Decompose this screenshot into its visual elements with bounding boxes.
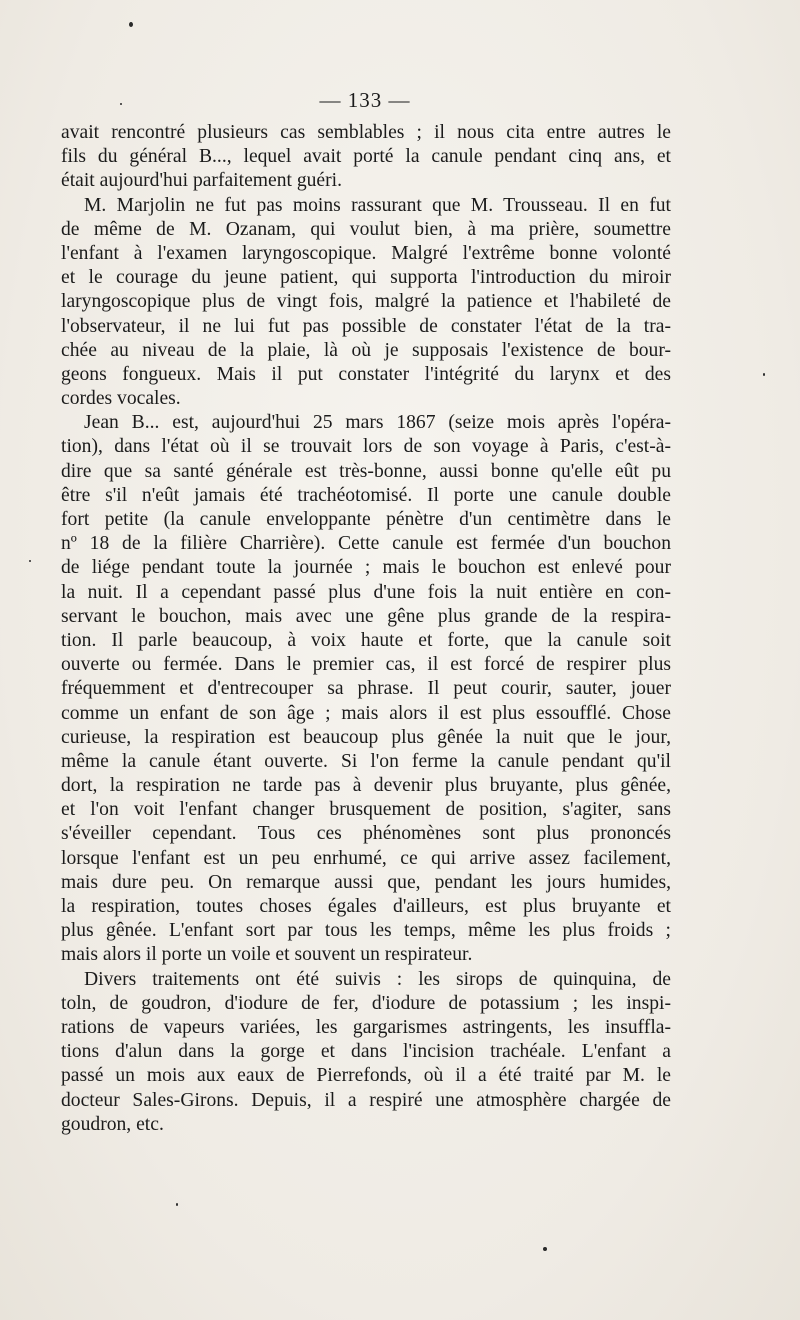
text-line: comme un enfant de son âge ; mais alors il est plus essoufflé. Chose [61, 702, 671, 724]
ink-speck [176, 1203, 178, 1206]
paragraph-first-line: Divers traitements ont été suivis : les sirops de quinquina, de [84, 968, 671, 990]
text-line: ouverte ou fermée. Dans le premier cas, il est forcé de respirer plus [61, 654, 671, 676]
text-line: de même de M. Ozanam, qui voulut bien, à ma prière, soumettre [61, 218, 671, 240]
text-line: laryngoscopique plus de vingt fois, malgré la patience et l'habileté de [61, 291, 671, 313]
text-line: tion), dans l'état où il se trouvait lors de son voyage à Paris, c'est-à- [61, 436, 671, 458]
text-line: même la canule étant ouverte. Si l'on ferme la canule pendant qu'il [61, 750, 671, 772]
text-line: fils du général B..., lequel avait porté la canule pendant cinq ans, et [61, 146, 671, 168]
text-line: mais alors il porte un voile et souvent un respirateur. [61, 944, 473, 966]
text-line: geons fongueux. Mais il put constater l'intégrité du larynx et des [61, 363, 671, 385]
text-line: rations de vapeurs variées, les gargarismes astringents, les insuffla- [61, 1016, 671, 1038]
text-line: tions d'alun dans la gorge et dans l'incision trachéale. L'enfant a [61, 1041, 671, 1063]
text-line: et le courage du jeune patient, qui supporta l'introduction du miroir [61, 267, 671, 289]
text-line: être s'il n'eût jamais été trachéotomisé. Il porte une canule double [61, 484, 671, 506]
ink-speck [120, 103, 122, 105]
text-line: passé un mois aux eaux de Pierrefonds, où il a été traité par M. le [61, 1065, 671, 1087]
text-line: la respiration, toutes choses égales d'ailleurs, est plus bruyante et [61, 896, 671, 917]
page-number: — 133 — [319, 88, 411, 112]
ink-speck [763, 373, 765, 376]
text-line: fort petite (la canule enveloppante pénètre d'un centimètre dans le [61, 509, 671, 530]
ink-speck [129, 22, 133, 27]
text-line: avait rencontré plusieurs cas semblables ; il nous cita entre autres le [61, 122, 671, 143]
text-line: l'observateur, il ne lui fut pas possible de constater l'état de la tra- [61, 315, 671, 337]
text-line: curieuse, la respiration est beaucoup plus gênée la nuit que le jour, [61, 726, 671, 748]
text-line: servant le bouchon, mais avec une gêne plus grande de la respira- [61, 605, 671, 627]
text-line: était aujourd'hui parfaitement guéri. [61, 170, 342, 192]
ink-speck [29, 560, 31, 562]
text-line: mais dure peu. On remarque aussi que, pendant les jours humides, [61, 871, 671, 893]
text-line: chée au niveau de la plaie, là où je supposais l'existence de bour- [61, 339, 671, 361]
text-line: de liége pendant toute la journée ; mais le bouchon est enlevé pour [61, 557, 671, 579]
text-line: dort, la respiration ne tarde pas à devenir plus bruyante, plus gênée, [61, 775, 671, 797]
text-line: docteur Sales-Girons. Depuis, il a respiré une atmosphère chargée de [61, 1089, 671, 1111]
text-line: goudron, etc. [61, 1113, 164, 1135]
text-line: plus gênée. L'enfant sort par tous les temps, même les plus froids ; [61, 920, 671, 942]
ink-speck [543, 1247, 547, 1251]
text-line: nº 18 de la filière Charrière). Cette canule est fermée d'un bouchon [61, 533, 671, 555]
body-text [61, 121, 671, 1137]
text-line: tion. Il parle beaucoup, à voix haute et forte, que la canule soit [61, 629, 671, 651]
paragraph-first-line: M. Marjolin ne fut pas moins rassurant que M. Trousseau. Il en fut [84, 194, 671, 216]
text-line: la nuit. Il a cependant passé plus d'une fois la nuit entière en con- [61, 581, 671, 603]
text-line: dire que sa santé générale est très-bonne, aussi bonne qu'elle eût pu [61, 460, 671, 482]
text-line: fréquemment et d'entrecouper sa phrase. Il peut courir, sauter, jouer [61, 678, 671, 700]
text-line: s'éveiller cependant. Tous ces phénomènes sont plus prononcés [61, 823, 671, 845]
text-line: cordes vocales. [61, 388, 181, 410]
text-line: lorsque l'enfant est un peu enrhumé, ce qui arrive assez facilement, [61, 847, 671, 869]
text-line: toln, de goudron, d'iodure de fer, d'iodure de potassium ; les inspi- [61, 992, 671, 1014]
text-line: et l'on voit l'enfant changer brusquement de position, s'agiter, sans [61, 799, 671, 821]
text-line: l'enfant à l'examen laryngoscopique. Malgré l'extrême bonne volonté [61, 242, 671, 264]
paragraph-first-line: Jean B... est, aujourd'hui 25 mars 1867 (seize mois après l'opéra- [84, 412, 671, 434]
